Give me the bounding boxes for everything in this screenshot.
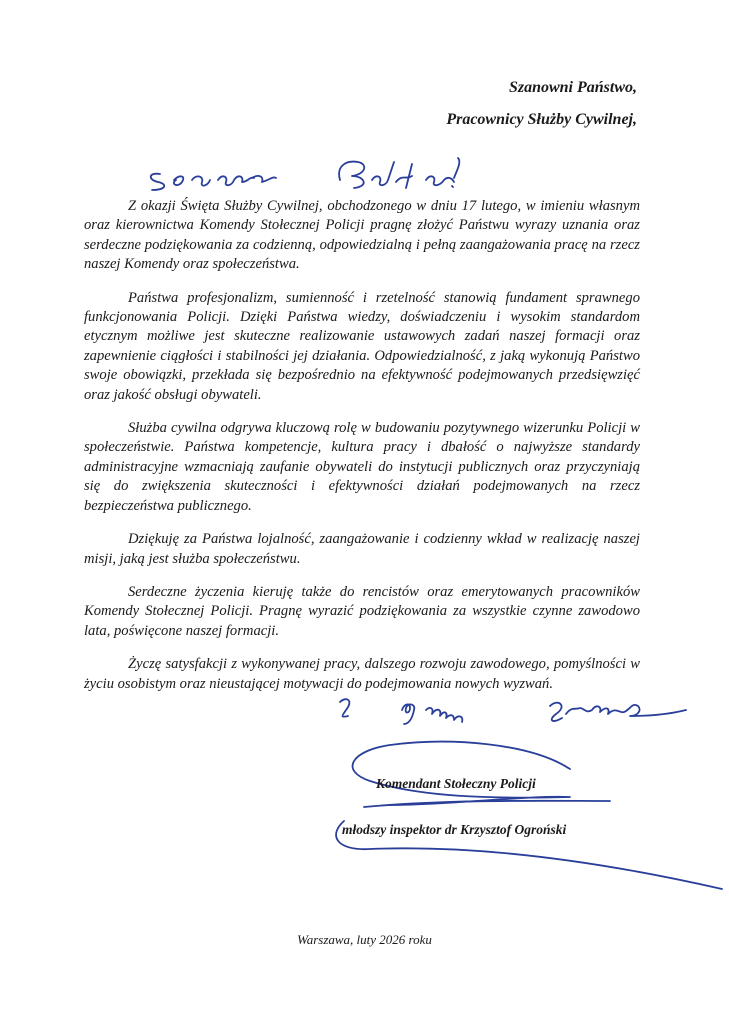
- paragraph-2: Państwa profesjonalizm, sumienność i rzetelność stanowią fundament sprawnego funkcjonowania Policji. Dzięki Państwa wiedzy, doświadczeniu i wysokim standardom etycznym możliwe jest skuteczne realizowanie ustawowych zadań naszej formacji oraz zapewnienie ciągłości i stabilności jej działania. Odpowiedzialność, z jaką wykonują Państwo swoje obowiązki, przekłada się bezpośrednio na efektywność podejmowanych przedsięwzięć oraz jakość obsługi obywateli.: [84, 289, 640, 403]
- salutation-line-2: Pracownicy Służby Cywilnej,: [446, 111, 637, 128]
- handwritten-greeting: [140, 150, 490, 195]
- signatory-title: Komendant Stołeczny Policji: [376, 776, 536, 791]
- paragraph-6: Życzę satysfakcji z wykonywanej pracy, dalszego rozwoju zawodowego, pomyślności w życiu osobistym oraz nieustającej motywacji do podejmowania nowych wyzwań.: [84, 656, 640, 692]
- place-and-date: Warszawa, luty 2026 roku: [297, 932, 432, 947]
- handwritten-closing: [330, 688, 710, 728]
- signatory-name: młodszy inspektor dr Krzysztof Ogroński: [342, 822, 567, 837]
- signature-flourish: [330, 735, 725, 895]
- letter-body: [84, 197, 640, 708]
- paragraph-1: Z okazji Święta Służby Cywilnej, obchodzonego w dniu 17 lutego, w imieniu własnym oraz kierownictwa Komendy Stołecznej Policji pragnę złożyć Państwu wyrazy uznania oraz serdeczne podziękowania za codzienną, odpowiedzialną i pełną zaangażowania pracę na rzecz naszej Komendy oraz społeczeństwa.: [84, 198, 640, 273]
- paragraph-3: Służba cywilna odgrywa kluczową rolę w budowaniu pozytywnego wizerunku Policji w społeczeństwie. Państwa kompetencje, kultura pracy i dbałość o najwyższe standardy administracyjne wzmacniają zaufanie obywateli do instytucji publicznych oraz przyczyniają się do zwiększenia skuteczności i efektywności działań podejmowanych na rzecz bezpieczeństwa publicznego.: [84, 420, 640, 514]
- salutation-line-1: Szanowni Państwo,: [508, 79, 637, 96]
- paragraph-5: Serdeczne życzenia kieruję także do rencistów oraz emerytowanych pracowników Komendy Stołecznej Policji. Pragnę wyrazić podziękowania za wszystkie czynne zawodowo lata, poświęcone naszej formacji.: [84, 583, 640, 639]
- paragraph-4: Dziękuję za Państwa lojalność, zaangażowanie i codzienny wkład w realizację naszej misji, jaką jest służba społeczeństwu.: [84, 531, 640, 567]
